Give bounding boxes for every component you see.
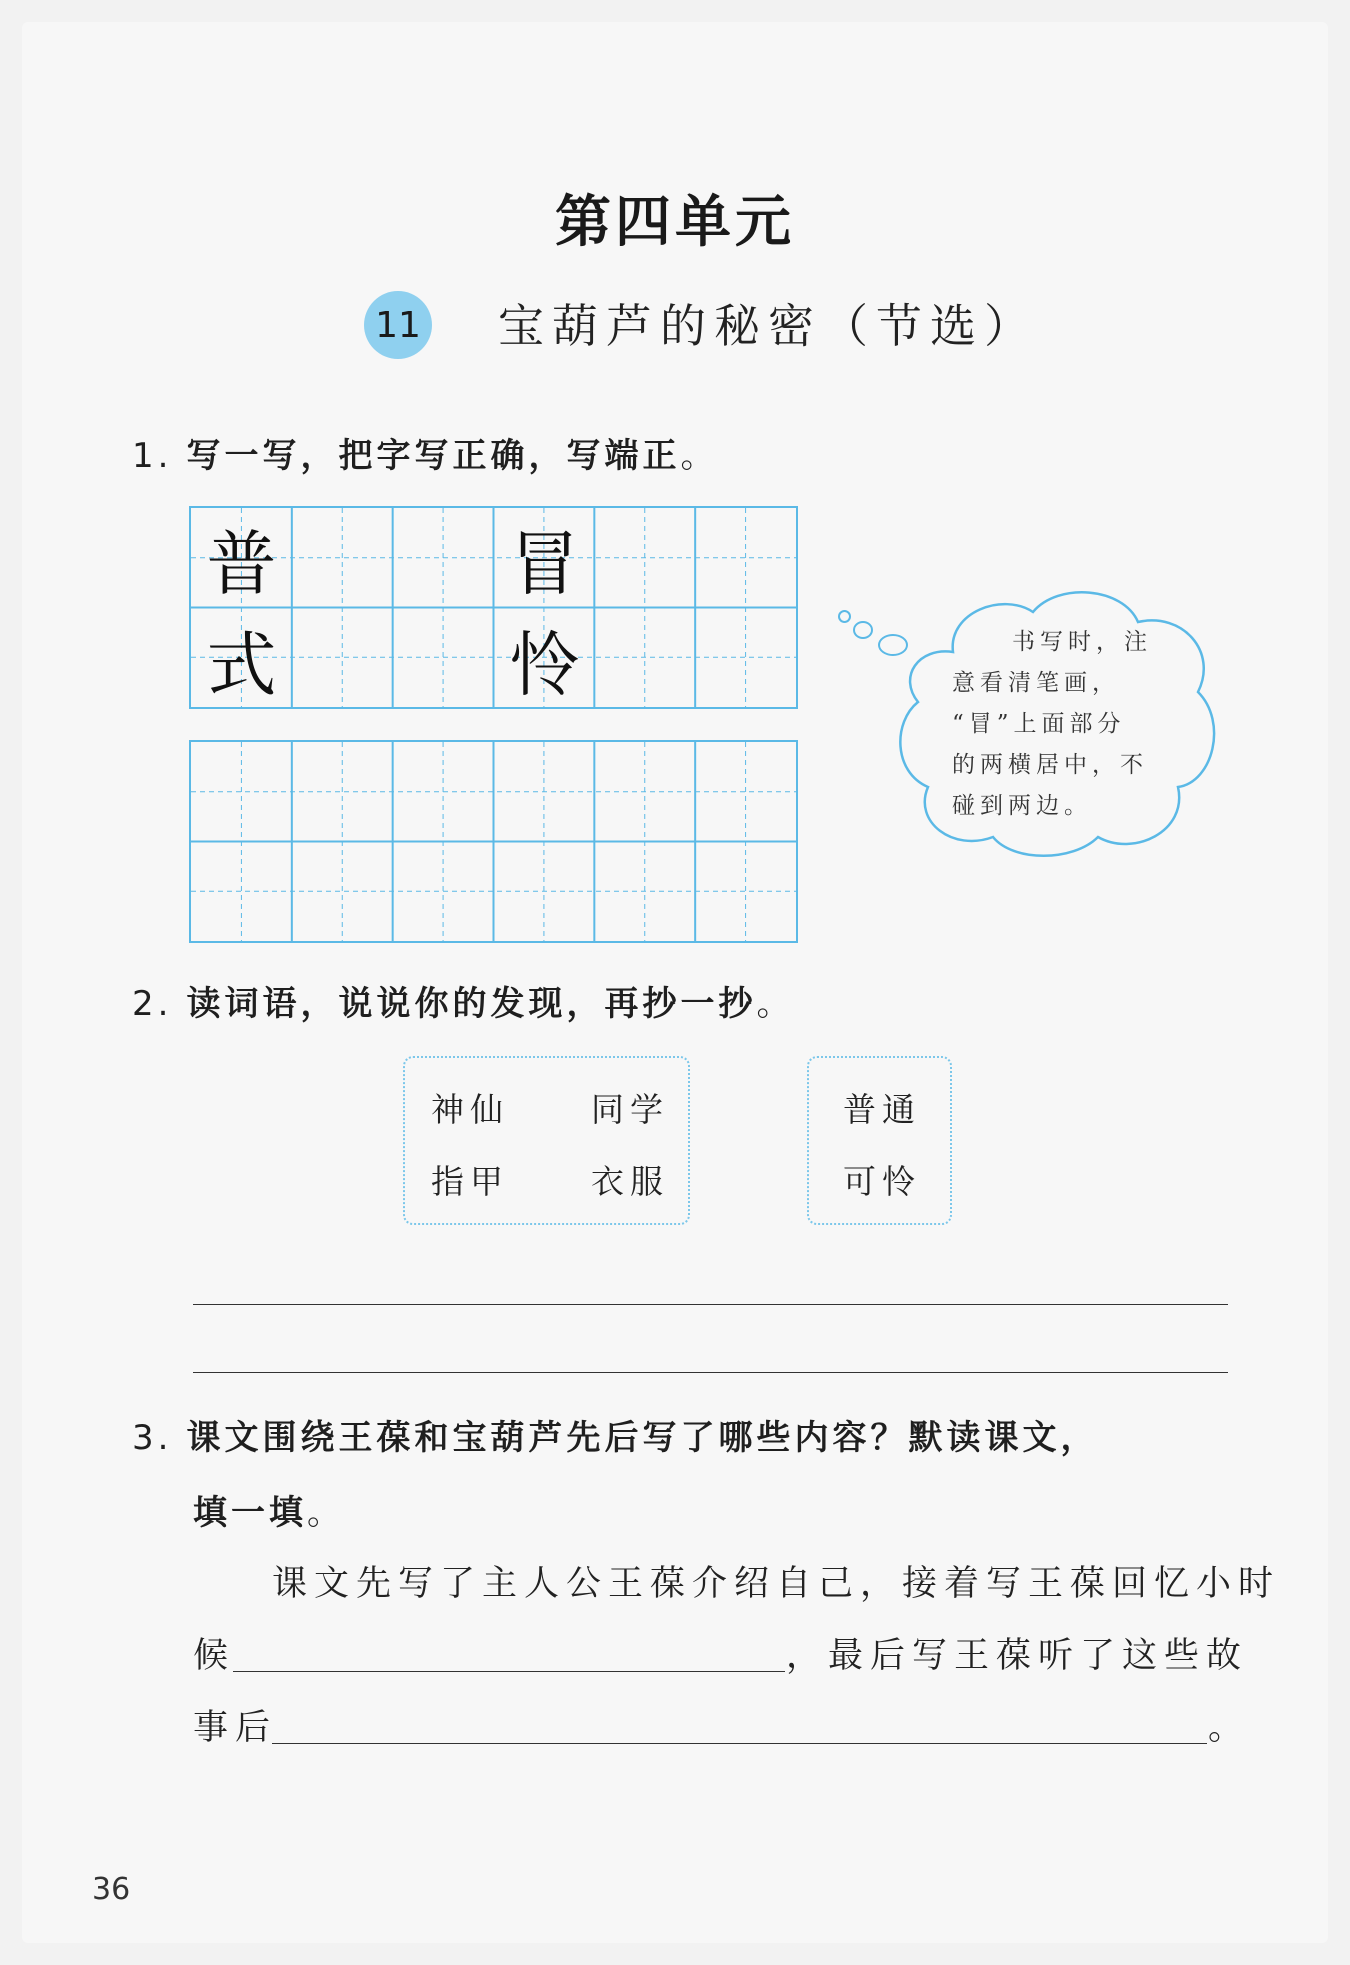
- question-text: 填一填: [193, 1493, 307, 1533]
- writing-grid-1[interactable]: [189, 506, 798, 709]
- question-text: 写一写，把字写正确，写端正: [186, 436, 681, 476]
- question-1: [132, 428, 718, 477]
- bubble-dot: [853, 621, 873, 639]
- fill-paragraph-line-3a: 事后: [193, 1708, 278, 1748]
- word: 同学: [591, 1090, 669, 1129]
- unit-title: 第四单元: [555, 190, 795, 255]
- lesson-number-badge: 11: [364, 291, 432, 359]
- word: 指甲: [431, 1162, 509, 1201]
- tip-line: “冒”上面部分: [952, 711, 1126, 737]
- tip-line: 碰到两边。: [952, 793, 1092, 819]
- question-end-mark: 。: [756, 984, 795, 1024]
- model-character: 怜: [509, 624, 580, 706]
- word: 神仙: [431, 1090, 509, 1129]
- question-text: 课文围绕王葆和宝葫芦先后写了哪些内容？默读课文，: [186, 1418, 1099, 1458]
- model-character: 式: [206, 624, 277, 706]
- word: 普通: [843, 1090, 921, 1129]
- question-number: 3.: [132, 1418, 173, 1458]
- question-3: [132, 1410, 1098, 1459]
- word-box-1: [403, 1056, 690, 1225]
- tip-line: 书写时，注: [1012, 629, 1152, 655]
- question-number: 1.: [132, 436, 173, 476]
- fill-paragraph-line-1: 课文先写了主人公王葆介绍自己，接着写王葆回忆小时: [272, 1564, 1281, 1604]
- bubble-dot: [838, 610, 851, 623]
- copy-line[interactable]: [193, 1304, 1228, 1305]
- fill-paragraph-line-2b: ，最后写王葆听了这些故: [786, 1636, 1249, 1676]
- model-character: 冒: [509, 523, 580, 605]
- question-3-cont: [193, 1485, 345, 1534]
- fill-paragraph-line-3b: 。: [1208, 1708, 1251, 1748]
- fill-paragraph-line-2a: 候: [193, 1636, 236, 1676]
- word: 可怜: [843, 1162, 921, 1201]
- question-end-mark: 。: [307, 1493, 345, 1533]
- model-character: 普: [206, 523, 277, 605]
- fill-blank-1[interactable]: [233, 1671, 785, 1672]
- lesson-title: 宝葫芦的秘密（节选）: [498, 299, 1038, 353]
- page-number: 36: [92, 1872, 131, 1907]
- tip-line: 意看清笔画，: [952, 670, 1120, 696]
- question-text: 读词语，说说你的发现，再抄一抄: [186, 984, 757, 1024]
- word: 衣服: [591, 1162, 669, 1201]
- writing-grid-2[interactable]: [189, 740, 798, 943]
- copy-line[interactable]: [193, 1372, 1228, 1373]
- tip-line: 的两横居中，不: [952, 752, 1148, 778]
- question-number: 2.: [132, 984, 173, 1024]
- question-end-mark: 。: [680, 436, 719, 476]
- grid-lines: [191, 742, 798, 943]
- writing-tip: [952, 622, 1162, 827]
- question-2: [132, 976, 794, 1025]
- fill-blank-2[interactable]: [272, 1743, 1207, 1744]
- word-box-2: [807, 1056, 952, 1225]
